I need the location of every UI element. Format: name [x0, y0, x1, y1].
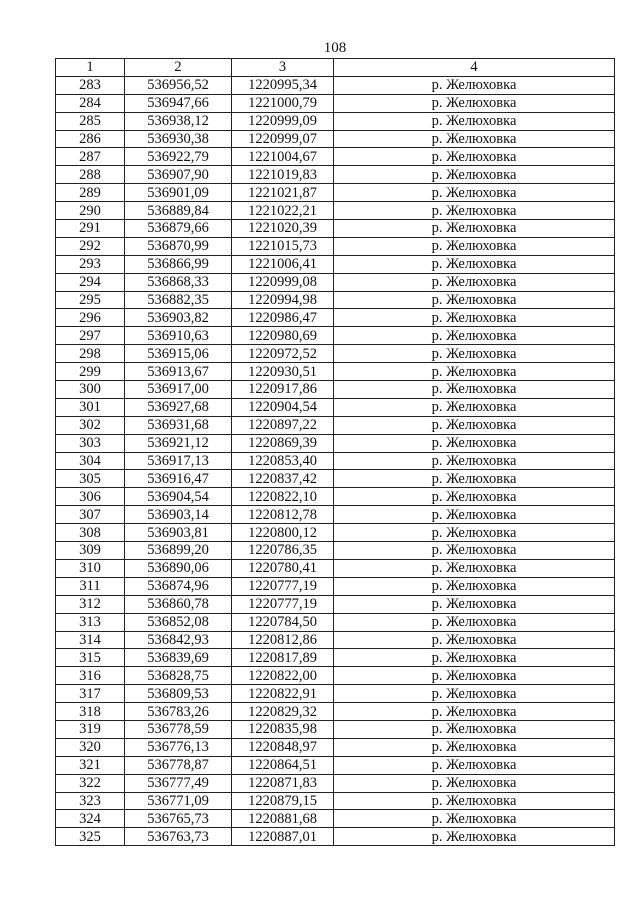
y-coordinate-cell: 1220879,15: [232, 792, 334, 810]
table-row: [56, 506, 615, 524]
point-number-cell: 314: [56, 631, 125, 649]
table-row: [56, 631, 615, 649]
table-row: [56, 202, 615, 220]
description-cell: р. Желюховка: [334, 416, 615, 434]
table-row: [56, 756, 615, 774]
description-cell: р. Желюховка: [334, 577, 615, 595]
description-cell: р. Желюховка: [334, 828, 615, 846]
description-cell: р. Желюховка: [334, 470, 615, 488]
table-row: [56, 416, 615, 434]
description-cell: р. Желюховка: [334, 398, 615, 416]
y-coordinate-cell: 1220837,42: [232, 470, 334, 488]
description-cell: р. Желюховка: [334, 559, 615, 577]
x-coordinate-cell: 536947,66: [125, 94, 232, 112]
description-cell: р. Желюховка: [334, 434, 615, 452]
description-cell: р. Желюховка: [334, 202, 615, 220]
point-number-cell: 311: [56, 577, 125, 595]
point-number-cell: 316: [56, 667, 125, 685]
y-coordinate-cell: 1221020,39: [232, 220, 334, 238]
description-cell: р. Желюховка: [334, 506, 615, 524]
x-coordinate-cell: 536899,20: [125, 542, 232, 560]
description-cell: р. Желюховка: [334, 720, 615, 738]
point-number-cell: 324: [56, 810, 125, 828]
x-coordinate-cell: 536907,90: [125, 166, 232, 184]
point-number-cell: 313: [56, 613, 125, 631]
y-coordinate-cell: 1221021,87: [232, 184, 334, 202]
header-row: [56, 59, 615, 77]
y-coordinate-cell: 1220835,98: [232, 720, 334, 738]
y-coordinate-cell: 1220812,86: [232, 631, 334, 649]
y-coordinate-cell: 1220887,01: [232, 828, 334, 846]
table-row: [56, 291, 615, 309]
description-cell: р. Желюховка: [334, 291, 615, 309]
point-number-cell: 302: [56, 416, 125, 434]
x-coordinate-cell: 536956,52: [125, 76, 232, 94]
y-coordinate-cell: 1220817,89: [232, 649, 334, 667]
point-number-cell: 296: [56, 309, 125, 327]
y-coordinate-cell: 1220777,19: [232, 595, 334, 613]
x-coordinate-cell: 536870,99: [125, 237, 232, 255]
y-coordinate-cell: 1221004,67: [232, 148, 334, 166]
y-coordinate-cell: 1221015,73: [232, 237, 334, 255]
x-coordinate-cell: 536917,00: [125, 381, 232, 399]
point-number-cell: 304: [56, 452, 125, 470]
table-row: [56, 255, 615, 273]
point-number-cell: 315: [56, 649, 125, 667]
point-number-cell: 309: [56, 542, 125, 560]
description-cell: р. Желюховка: [334, 237, 615, 255]
table-row: [56, 452, 615, 470]
y-coordinate-cell: 1220812,78: [232, 506, 334, 524]
description-cell: р. Желюховка: [334, 524, 615, 542]
table-header: [56, 59, 615, 77]
coordinates-table: [55, 58, 615, 846]
table-row: [56, 577, 615, 595]
x-coordinate-cell: 536890,06: [125, 559, 232, 577]
x-coordinate-cell: 536809,53: [125, 685, 232, 703]
point-number-cell: 284: [56, 94, 125, 112]
x-coordinate-cell: 536866,99: [125, 255, 232, 273]
table-row: [56, 398, 615, 416]
point-number-cell: 287: [56, 148, 125, 166]
table-row: [56, 792, 615, 810]
y-coordinate-cell: 1220869,39: [232, 434, 334, 452]
description-cell: р. Желюховка: [334, 327, 615, 345]
x-coordinate-cell: 536904,54: [125, 488, 232, 506]
y-coordinate-cell: 1220980,69: [232, 327, 334, 345]
description-cell: р. Желюховка: [334, 810, 615, 828]
y-coordinate-cell: 1220917,86: [232, 381, 334, 399]
description-cell: р. Желюховка: [334, 488, 615, 506]
table-row: [56, 828, 615, 846]
y-coordinate-cell: 1220829,32: [232, 703, 334, 721]
header-col-1: 1: [56, 59, 125, 77]
x-coordinate-cell: 536852,08: [125, 613, 232, 631]
point-number-cell: 286: [56, 130, 125, 148]
table-row: [56, 112, 615, 130]
table-row: [56, 148, 615, 166]
y-coordinate-cell: 1220995,34: [232, 76, 334, 94]
y-coordinate-cell: 1220780,41: [232, 559, 334, 577]
description-cell: р. Желюховка: [334, 667, 615, 685]
header-col-4: 4: [334, 59, 615, 77]
x-coordinate-cell: 536860,78: [125, 595, 232, 613]
x-coordinate-cell: 536778,87: [125, 756, 232, 774]
point-number-cell: 295: [56, 291, 125, 309]
y-coordinate-cell: 1220822,91: [232, 685, 334, 703]
description-cell: р. Желюховка: [334, 774, 615, 792]
y-coordinate-cell: 1220986,47: [232, 309, 334, 327]
table-row: [56, 220, 615, 238]
y-coordinate-cell: 1220864,51: [232, 756, 334, 774]
point-number-cell: 290: [56, 202, 125, 220]
point-number-cell: 322: [56, 774, 125, 792]
description-cell: р. Желюховка: [334, 273, 615, 291]
point-number-cell: 301: [56, 398, 125, 416]
y-coordinate-cell: 1220897,22: [232, 416, 334, 434]
point-number-cell: 283: [56, 76, 125, 94]
table-body: [56, 76, 615, 845]
point-number-cell: 317: [56, 685, 125, 703]
table-row: [56, 738, 615, 756]
description-cell: р. Желюховка: [334, 112, 615, 130]
x-coordinate-cell: 536874,96: [125, 577, 232, 595]
table-row: [56, 166, 615, 184]
description-cell: р. Желюховка: [334, 738, 615, 756]
y-coordinate-cell: 1220999,08: [232, 273, 334, 291]
table-row: [56, 470, 615, 488]
description-cell: р. Желюховка: [334, 613, 615, 631]
table-row: [56, 595, 615, 613]
description-cell: р. Желюховка: [334, 542, 615, 560]
table-row: [56, 774, 615, 792]
point-number-cell: 297: [56, 327, 125, 345]
y-coordinate-cell: 1220800,12: [232, 524, 334, 542]
header-col-3: 3: [232, 59, 334, 77]
x-coordinate-cell: 536903,81: [125, 524, 232, 542]
description-cell: р. Желюховка: [334, 130, 615, 148]
y-coordinate-cell: 1221022,21: [232, 202, 334, 220]
description-cell: р. Желюховка: [334, 220, 615, 238]
x-coordinate-cell: 536828,75: [125, 667, 232, 685]
description-cell: р. Желюховка: [334, 166, 615, 184]
y-coordinate-cell: 1220777,19: [232, 577, 334, 595]
point-number-cell: 325: [56, 828, 125, 846]
table-row: [56, 130, 615, 148]
point-number-cell: 291: [56, 220, 125, 238]
point-number-cell: 292: [56, 237, 125, 255]
x-coordinate-cell: 536868,33: [125, 273, 232, 291]
point-number-cell: 319: [56, 720, 125, 738]
table-row: [56, 184, 615, 202]
y-coordinate-cell: 1221006,41: [232, 255, 334, 273]
table-row: [56, 327, 615, 345]
y-coordinate-cell: 1220999,07: [232, 130, 334, 148]
x-coordinate-cell: 536927,68: [125, 398, 232, 416]
point-number-cell: 318: [56, 703, 125, 721]
description-cell: р. Желюховка: [334, 631, 615, 649]
y-coordinate-cell: 1220822,10: [232, 488, 334, 506]
y-coordinate-cell: 1220881,68: [232, 810, 334, 828]
x-coordinate-cell: 536921,12: [125, 434, 232, 452]
description-cell: р. Желюховка: [334, 255, 615, 273]
y-coordinate-cell: 1221019,83: [232, 166, 334, 184]
point-number-cell: 288: [56, 166, 125, 184]
y-coordinate-cell: 1220822,00: [232, 667, 334, 685]
description-cell: р. Желюховка: [334, 363, 615, 381]
x-coordinate-cell: 536913,67: [125, 363, 232, 381]
y-coordinate-cell: 1220904,54: [232, 398, 334, 416]
point-number-cell: 285: [56, 112, 125, 130]
description-cell: р. Желюховка: [334, 148, 615, 166]
x-coordinate-cell: 536903,82: [125, 309, 232, 327]
point-number-cell: 323: [56, 792, 125, 810]
description-cell: р. Желюховка: [334, 309, 615, 327]
table-row: [56, 273, 615, 291]
table-row: [56, 524, 615, 542]
x-coordinate-cell: 536910,63: [125, 327, 232, 345]
table-row: [56, 94, 615, 112]
table-row: [56, 649, 615, 667]
x-coordinate-cell: 536842,93: [125, 631, 232, 649]
x-coordinate-cell: 536882,35: [125, 291, 232, 309]
y-coordinate-cell: 1220930,51: [232, 363, 334, 381]
y-coordinate-cell: 1221000,79: [232, 94, 334, 112]
point-number-cell: 312: [56, 595, 125, 613]
table-row: [56, 237, 615, 255]
y-coordinate-cell: 1220999,09: [232, 112, 334, 130]
description-cell: р. Желюховка: [334, 452, 615, 470]
x-coordinate-cell: 536922,79: [125, 148, 232, 166]
description-cell: р. Желюховка: [334, 703, 615, 721]
table-row: [56, 381, 615, 399]
x-coordinate-cell: 536776,13: [125, 738, 232, 756]
y-coordinate-cell: 1220853,40: [232, 452, 334, 470]
description-cell: р. Желюховка: [334, 649, 615, 667]
point-number-cell: 307: [56, 506, 125, 524]
table-row: [56, 613, 615, 631]
point-number-cell: 321: [56, 756, 125, 774]
header-col-2: 2: [125, 59, 232, 77]
y-coordinate-cell: 1220786,35: [232, 542, 334, 560]
table-row: [56, 309, 615, 327]
description-cell: р. Желюховка: [334, 76, 615, 94]
table-row: [56, 363, 615, 381]
description-cell: р. Желюховка: [334, 756, 615, 774]
point-number-cell: 298: [56, 345, 125, 363]
table-row: [56, 434, 615, 452]
point-number-cell: 299: [56, 363, 125, 381]
x-coordinate-cell: 536930,38: [125, 130, 232, 148]
x-coordinate-cell: 536777,49: [125, 774, 232, 792]
page-number: 108: [323, 40, 347, 56]
x-coordinate-cell: 536771,09: [125, 792, 232, 810]
table-row: [56, 667, 615, 685]
table-row: [56, 810, 615, 828]
point-number-cell: 305: [56, 470, 125, 488]
y-coordinate-cell: 1220871,83: [232, 774, 334, 792]
x-coordinate-cell: 536839,69: [125, 649, 232, 667]
point-number-cell: 303: [56, 434, 125, 452]
point-number-cell: 293: [56, 255, 125, 273]
point-number-cell: 320: [56, 738, 125, 756]
y-coordinate-cell: 1220848,97: [232, 738, 334, 756]
x-coordinate-cell: 536931,68: [125, 416, 232, 434]
description-cell: р. Желюховка: [334, 184, 615, 202]
x-coordinate-cell: 536778,59: [125, 720, 232, 738]
table-row: [56, 685, 615, 703]
y-coordinate-cell: 1220994,98: [232, 291, 334, 309]
point-number-cell: 294: [56, 273, 125, 291]
table-row: [56, 345, 615, 363]
x-coordinate-cell: 536901,09: [125, 184, 232, 202]
table-row: [56, 559, 615, 577]
description-cell: р. Желюховка: [334, 595, 615, 613]
x-coordinate-cell: 536783,26: [125, 703, 232, 721]
description-cell: р. Желюховка: [334, 94, 615, 112]
y-coordinate-cell: 1220784,50: [232, 613, 334, 631]
description-cell: р. Желюховка: [334, 685, 615, 703]
description-cell: р. Желюховка: [334, 792, 615, 810]
table-row: [56, 488, 615, 506]
table-row: [56, 542, 615, 560]
y-coordinate-cell: 1220972,52: [232, 345, 334, 363]
x-coordinate-cell: 536765,73: [125, 810, 232, 828]
x-coordinate-cell: 536915,06: [125, 345, 232, 363]
point-number-cell: 300: [56, 381, 125, 399]
x-coordinate-cell: 536879,66: [125, 220, 232, 238]
x-coordinate-cell: 536903,14: [125, 506, 232, 524]
x-coordinate-cell: 536916,47: [125, 470, 232, 488]
point-number-cell: 289: [56, 184, 125, 202]
point-number-cell: 310: [56, 559, 125, 577]
description-cell: р. Желюховка: [334, 381, 615, 399]
x-coordinate-cell: 536763,73: [125, 828, 232, 846]
table-row: [56, 76, 615, 94]
x-coordinate-cell: 536889,84: [125, 202, 232, 220]
x-coordinate-cell: 536917,13: [125, 452, 232, 470]
description-cell: р. Желюховка: [334, 345, 615, 363]
point-number-cell: 306: [56, 488, 125, 506]
table-row: [56, 703, 615, 721]
table-row: [56, 720, 615, 738]
point-number-cell: 308: [56, 524, 125, 542]
x-coordinate-cell: 536938,12: [125, 112, 232, 130]
